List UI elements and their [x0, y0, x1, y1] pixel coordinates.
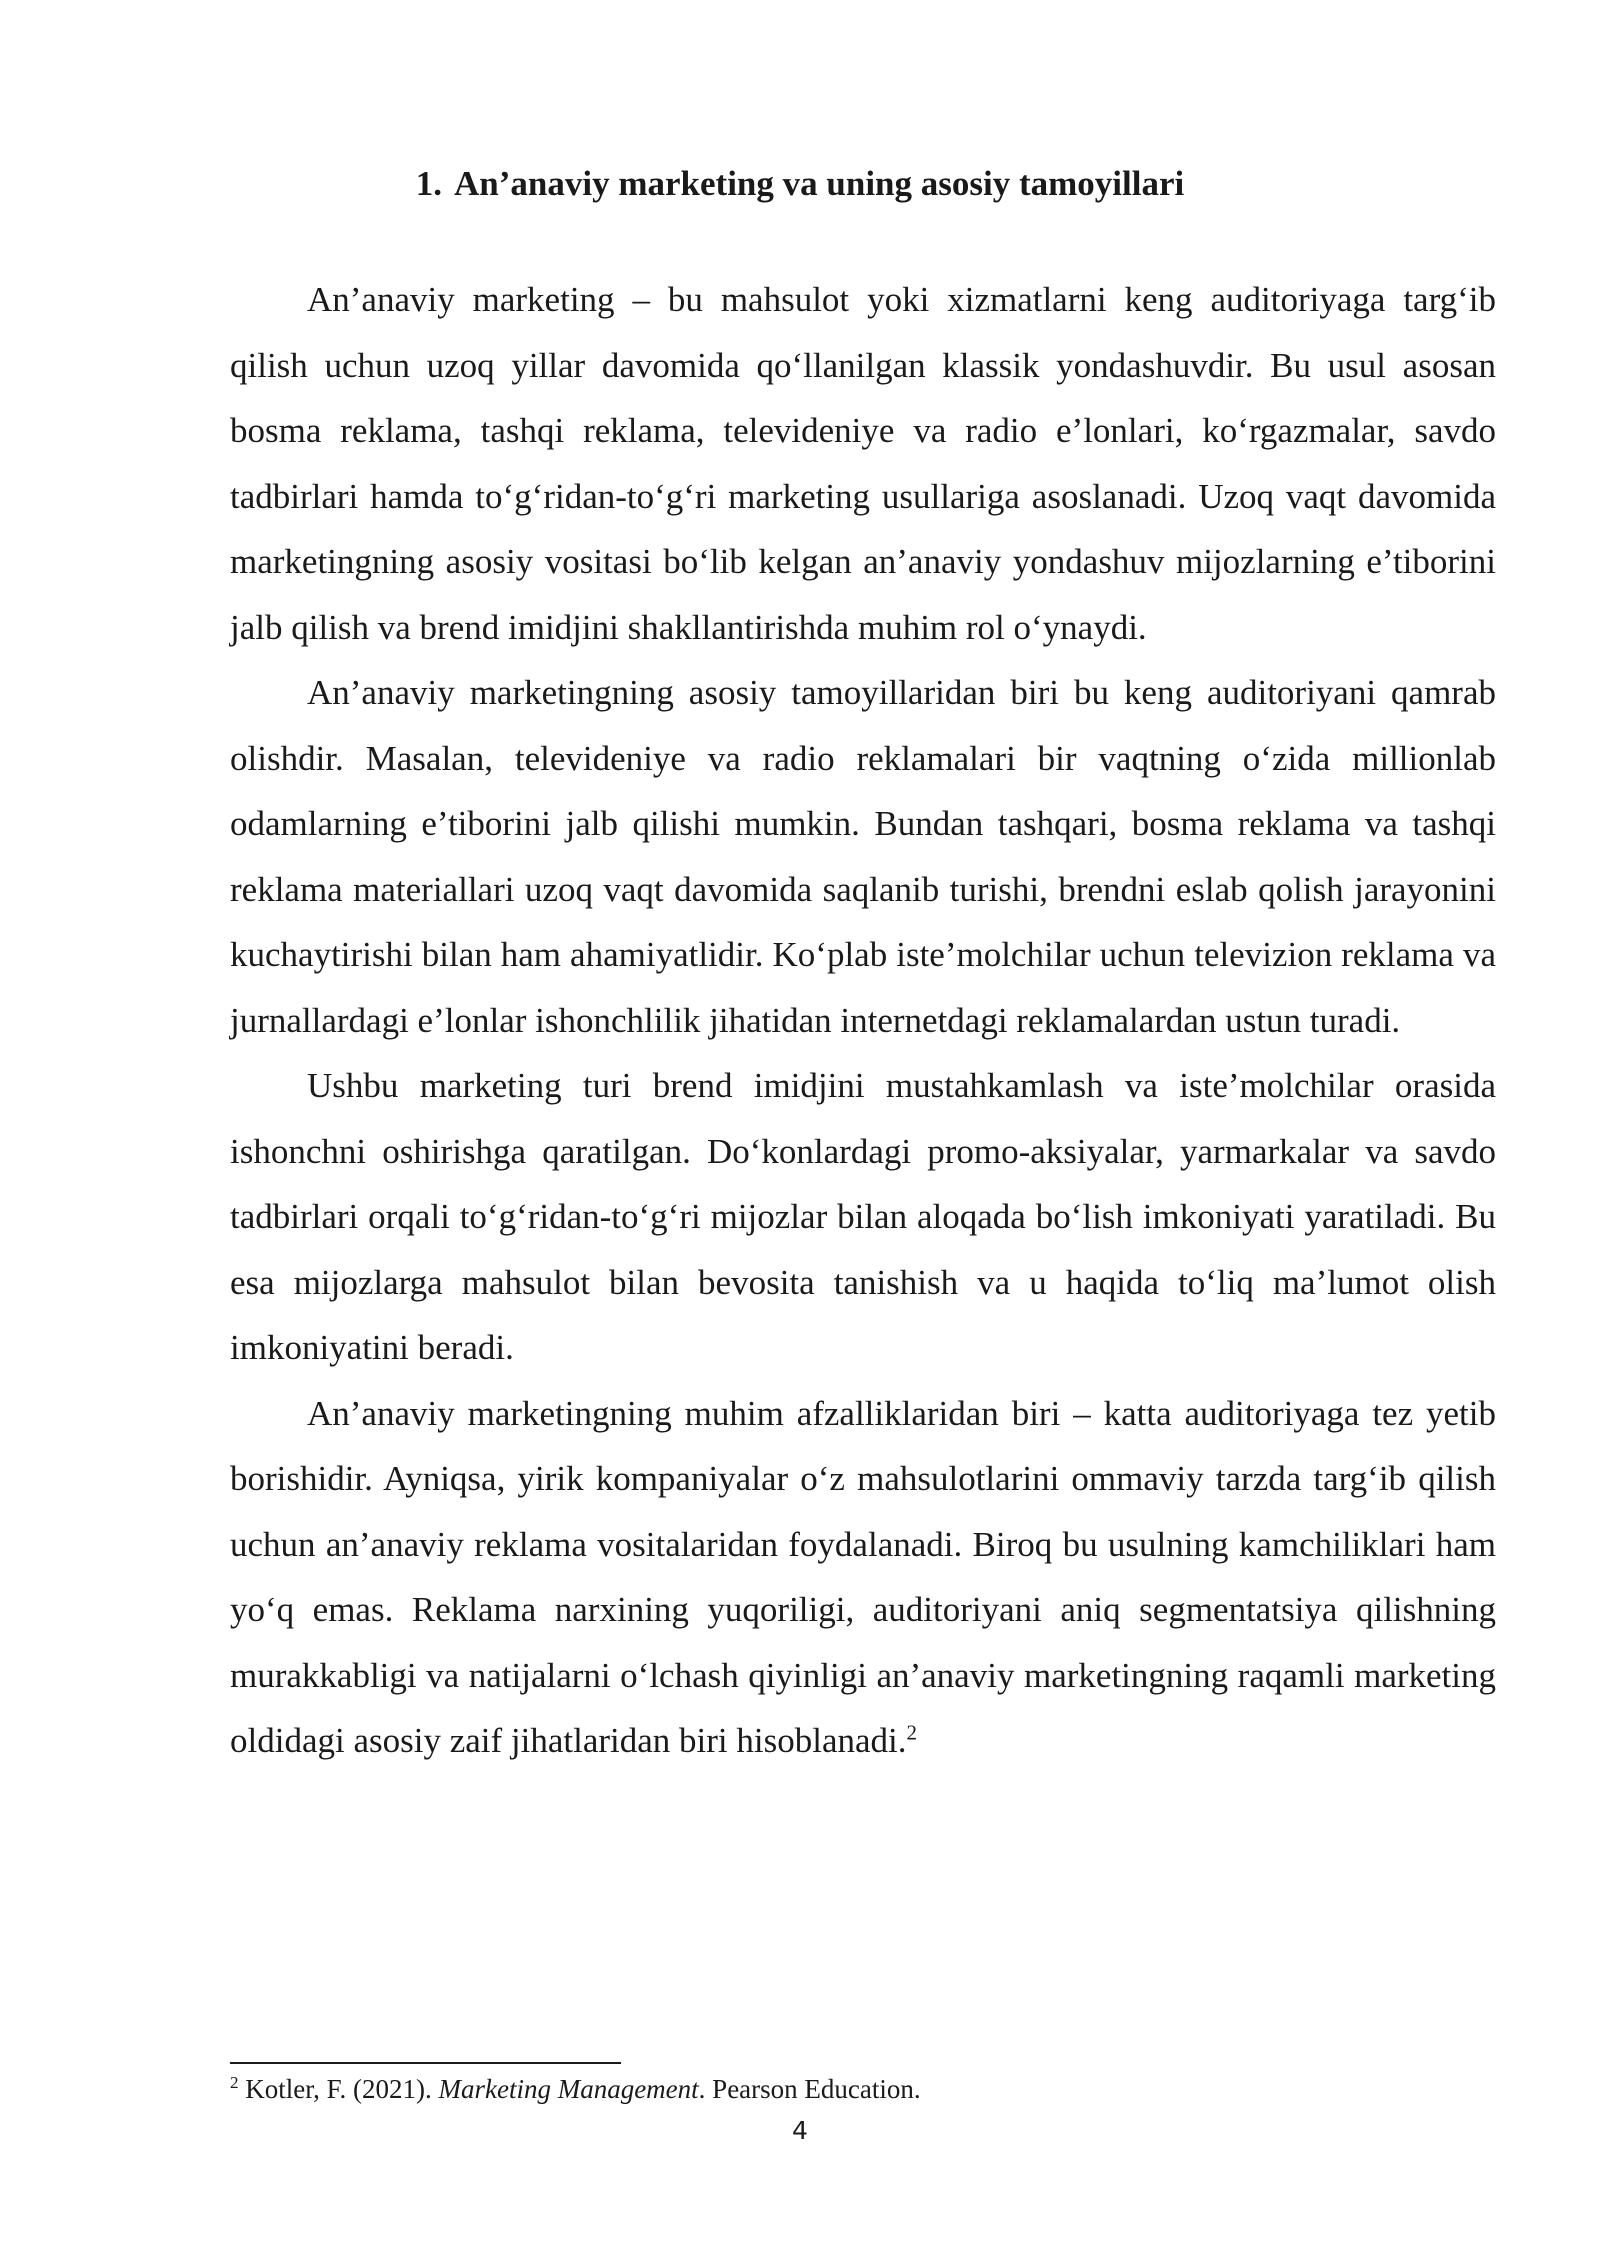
footnote-publisher: . Pearson Education. — [698, 2074, 921, 2104]
paragraph-4-text: An’anaviy marketingning muhim afzalliklaridan biri – katta auditoriyaga tez yetib borishidir. Ayniqsa, yirik kompaniyalar o‘z mahsulotlarini ommaviy tarzda targ‘ib qilish uchun an’anaviy reklama vositalaridan foydalanadi. Biroq bu usulning kamchiliklari ham yo‘q emas. Reklama narxining yuqoriligi, auditoriyani aniq segmentatsiya qilishning murakkabligi va natijalarni o‘lchash qiyinligi an’anaviy marketingning raqamli marketing oldidagi asosiy zaif jihatlaridan biri hisoblanadi. — [230, 1393, 1496, 1760]
paragraph-4 — [230, 1381, 1496, 1774]
footnote-separator — [230, 2062, 621, 2064]
page-number: 4 — [792, 2116, 808, 2145]
section-number: 1. — [415, 164, 443, 203]
footnote — [230, 2072, 1496, 2106]
paragraph-2-text: An’anaviy marketingning asosiy tamoyillaridan biri bu keng auditoriyani qamrab olishdir. Masalan, televideniye va radio reklamalari bir vaqtning o‘zida millionlab odamlarning e’tiborini jalb qilishi mumkin. Bundan tashqari, bosma reklama va tashqi reklama materiallari uzoq vaqt davomida saqlanib turishi, brendni eslab qolish jarayonini kuchaytirishi bilan ham ahamiyatlidir. Ko‘plab iste’molchilar uchun televizion reklama va jurnallardagi e’lonlar ishonchlilik jihatidan internetdagi reklamalardan ustun turadi. — [230, 673, 1496, 1040]
paragraph-2 — [230, 660, 1496, 1053]
footnote-book-title: Marketing Management — [438, 2074, 699, 2104]
footnote-mark: 2 — [230, 2073, 239, 2092]
footnote-author-year: Kotler, F. (2021). — [245, 2074, 439, 2104]
paragraph-3-text: Ushbu marketing turi brend imidjini mustahkamlash va iste’molchilar orasida ishonchni oshirishga qaratilgan. Do‘konlardagi promo-aksiyalar, yarmarkalar va savdo tadbirlari orqali to‘g‘ridan-to‘g‘ri mijozlar bilan aloqada bo‘lish imkoniyati yaratiladi. Bu esa mijozlarga mahsulot bilan bevosita tanishish va u haqida to‘liq ma’lumot olish imkoniyatini beradi. — [230, 1066, 1496, 1367]
body-text — [230, 267, 1496, 1774]
section-heading — [0, 163, 1600, 205]
paragraph-1-text: An’anaviy marketing – bu mahsulot yoki xizmatlarni keng auditoriyaga targ‘ib qilish uchun uzoq yillar davomida qo‘llanilgan klassik yondashuvdir. Bu usul asosan bosma reklama, tashqi reklama, televideniye va radio e’lonlari, ko‘rgazmalar, savdo tadbirlari hamda to‘g‘ridan-to‘g‘ri marketing usullariga asoslanadi. Uzoq vaqt davomida marketingning asosiy vositasi bo‘lib kelgan an’anaviy yondashuv mijozlarning e’tiborini jalb qilish va brend imidjini shakllantirishda muhim rol o‘ynaydi. — [230, 280, 1496, 647]
paragraph-3 — [230, 1053, 1496, 1381]
footnote-reference[interactable]: 2 — [906, 1720, 918, 1745]
section-title: An’anaviy marketing va uning asosiy tamoyillari — [454, 164, 1185, 203]
paragraph-1 — [230, 267, 1496, 660]
